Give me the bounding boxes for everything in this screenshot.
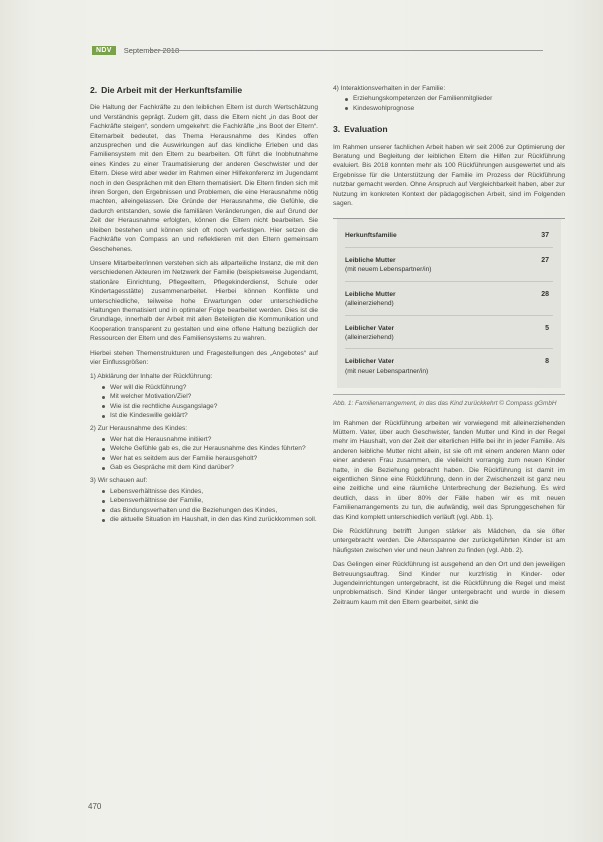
list-item: Lebensverhältnisse des Kindes, xyxy=(102,487,318,496)
list-item: Gab es Gespräche mit dem Kind darüber? xyxy=(102,463,318,472)
table-row xyxy=(345,223,553,247)
row-label: Leibliche Mutter xyxy=(345,256,396,264)
list-block xyxy=(90,372,318,420)
header-rule xyxy=(148,50,543,51)
family-arrangement-table xyxy=(333,218,565,388)
paragraph: Hierbei stehen Themenstrukturen und Fragestellungen des „Angebotes“ auf vier Einflussgrößen: xyxy=(90,349,318,366)
list-item: die aktuelle Situation im Haushalt, in den das Kind zurückkommen soll. xyxy=(102,515,318,524)
row-label: Leibliche Mutter xyxy=(345,290,396,298)
row-label: Leiblicher Vater xyxy=(345,358,395,366)
list-heading: 4) Interaktionsverhalten in der Familie: xyxy=(333,85,446,92)
list-item: Ist die Kindeswille geklärt? xyxy=(102,411,318,420)
bullet-list xyxy=(102,383,318,421)
paragraph: Im Rahmen der Rückführung arbeiten wir vorwiegend mit alleinerziehenden Müttern. Vater, über auch Geschwister, fanden Mutter und Kind in der Regel mehr im Haushalt, von der Zeit der elterlichen Hilfe bei ihr in jeder Familie. Als anderen leibliche Mutter nicht allein, ist sie oft mit einem anderen Mann oder einer anderen Frau zusammen, die vielleicht vorrangig zum neuen Kinder hatte, in die Beziehung gebracht haben. Die Rückführung ist damit im eigentlichen Sinne eine Rückführung, denn in der Zwischenzeit ist ganz neu eine zeitliche und eine räumliche Unterbrechung der Beziehung. Es wird deutlich, dass in über 80% der Fälle haben wir es mit neuen Familienarrangements zu tun, die aufwändig, weil das Sprunggeschehen für das Kind komplett unterschiedlich verläuft (vgl. Abb. 1). xyxy=(333,419,565,521)
table-row xyxy=(345,316,553,350)
list-heading: 3) Wir schauen auf: xyxy=(90,477,148,485)
left-column xyxy=(90,86,318,528)
paragraph: Unsere Mitarbeiter/innen verstehen sich als allparteiliche Instanz, die mit den verschiedenen Akteuren im Netzwerk der Familie (beispielsweise Jugendamt, stationäre Einrichtung, Pflegeeltern, Pflegekinderdienst, Schule oder Kindertagesstätte) zusammenarbeitet. Hierbei können Konflikte und unterschiedliche, teilweise hohe Erwartungen oder unterschiedliche Haltungen thematisiert und in optimaler Folge bearbeitet werden. Dies ist die Grundlage, innerhalb der Arbeit mit allen Beteiligten die Kommunikation und Kooperation transparent zu gestalten und eine offene Haltung bezüglich der Ressourcen der Eltern und des Familiensystems zu wahren. xyxy=(90,259,318,343)
section-3-heading xyxy=(333,125,565,134)
list-item: das Bindungsverhalten und die Beziehungen des Kindes, xyxy=(102,506,318,515)
list-heading: 2) Zur Herausnahme des Kindes: xyxy=(90,425,188,433)
row-value: 8 xyxy=(545,358,549,366)
paragraph: Die Haltung der Fachkräfte zu den leiblichen Eltern ist durch Wertschätzung und Verständnis geprägt. Zudem gilt, dass die Eltern nicht „in das Boot der Fachkräfte steigen“, sondern umgekehrt: die Fachkräfte „ins Boot der Eltern“. Elternarbeit bedeutet, das Thema Herausnahme des Kindes offen anzusprechen und die Auswirkungen auf das kindliche Erleben und das Familiensystem mit den Eltern zu bearbeiten. Oft führt die Inobhutnahme eines Kindes zu einer Traumatisierung der anderen Geschwister und der Eltern. Diese wird aber weder im Rahmen einer Hilfekonferenz im Jugendamt noch in den Gesprächen mit den Eltern thematisiert. Die Eltern finden sich mit ihren Sorgen, den Ergebnissen und Problemen, die eine Herausnahme nötig machten, alleingelassen. Die Gründe der Herausnahme, die Gefühle, die dadurch entstanden, sowie die familiären Veränderungen, die auf Grund der Zeit der Herausnahme erfolgten, können die Eltern nicht bearbeiten. Sie bleiben bestehen und können sich oft noch verfestigen. Hier setzen die Fachkräfte von Compass an und reflektieren mit den Eltern gemeinsam Geschehenes. xyxy=(90,104,318,253)
list-block xyxy=(90,424,318,472)
issue-date: September 2018 xyxy=(123,45,180,55)
row-sublabel: (alleinerziehend) xyxy=(345,300,394,308)
list-item: Wer will die Rückführung? xyxy=(102,383,318,392)
bullet-list xyxy=(345,94,565,113)
list-item: Kindeswohlprognose xyxy=(345,104,565,113)
figure-caption: Abb. 1: Familienarrangement, in das das Kind zurückkehrt © Compass gGmbH xyxy=(333,394,565,408)
paragraph: Im Rahmen unserer fachlichen Arbeit haben wir seit 2006 zur Optimierung der Beratung und Begleitung der leiblichen Eltern die Hilfen zur Rückführung evaluiert. Bis 2018 konnten mehr als 100 Rückführungen ausgewertet und als Ergebnisse für die Unterstützung der Familie im Prozess der Rückführung nutzbar gemacht werden. Ohne Anspruch auf Vergleichbarkeit haben, aber zur Nutzung im konkreten Kontext der pädagogischen Arbeit, sind im Folgenden sagen. xyxy=(333,143,565,208)
journal-badge: NDV xyxy=(92,46,116,55)
table-row xyxy=(345,248,553,282)
list-heading: 1) Abklärung der Inhalte der Rückführung: xyxy=(90,373,213,381)
list-item: Wie ist die rechtliche Ausgangslage? xyxy=(102,402,318,411)
paragraph: Die Rückführung betrifft Jungen stärker als Mädchen, da sie öfter untergebracht werden. Die Altersspanne der zurückgeführten Kinder ist am häufigsten zwischen vier und neun Jahren zu finden (vgl. Abb. 2). xyxy=(333,528,565,554)
row-sublabel: (mit neuer Lebenspartner/in) xyxy=(345,367,429,375)
section-2-title: Die Arbeit mit der Herkunftsfamilie xyxy=(101,85,243,95)
row-value: 27 xyxy=(541,256,549,264)
row-value: 28 xyxy=(541,290,549,298)
bullet-list xyxy=(102,435,318,473)
section-2-heading xyxy=(90,86,318,95)
row-label: Leiblicher Vater xyxy=(345,324,395,332)
section-2-number: 2. xyxy=(90,85,98,95)
section-3-number: 3. xyxy=(333,124,341,135)
list-item: Wer hat die Herausnahme initiiert? xyxy=(102,435,318,444)
list-item: Mit welcher Motivation/Ziel? xyxy=(102,392,318,401)
table-row xyxy=(345,349,553,382)
bullet-list xyxy=(102,487,318,525)
page-number: 470 xyxy=(88,802,102,811)
table-row xyxy=(345,282,553,316)
list-item: Wer hat es seitdem aus der Familie herausgeholt? xyxy=(102,454,318,463)
list-block xyxy=(90,476,318,524)
table-body xyxy=(337,219,561,388)
row-value: 37 xyxy=(541,232,549,240)
row-value: 5 xyxy=(545,324,549,332)
row-sublabel: (mit neuem Lebenspartner/in) xyxy=(345,266,432,274)
list-item: Erziehungskompetenzen der Familienmitglieder xyxy=(345,94,565,103)
list-item: Lebensverhältnisse der Familie, xyxy=(102,496,318,505)
right-column xyxy=(333,84,565,612)
list-item: Welche Gefühle gab es, die zur Herausnahme des Kindes führten? xyxy=(102,444,318,453)
section-3-title: Evaluation xyxy=(344,124,388,135)
row-sublabel: (alleinerziehend) xyxy=(345,333,394,341)
row-label: Herkunftsfamilie xyxy=(345,232,397,240)
paragraph: Das Gelingen einer Rückführung ist ausgehend an den Ort und den jeweiligen Betreuungsauftrag. Sind Kinder nur kurzfristig in Kinder- oder Jugendeinrichtungen untergebracht, ist die Rückführung die Regel und meist unproblematisch. Sind Kinder länger untergebracht und wurde in diesem Zeitraum kaum mit den Eltern gearbeitet, sinkt die xyxy=(333,561,565,606)
